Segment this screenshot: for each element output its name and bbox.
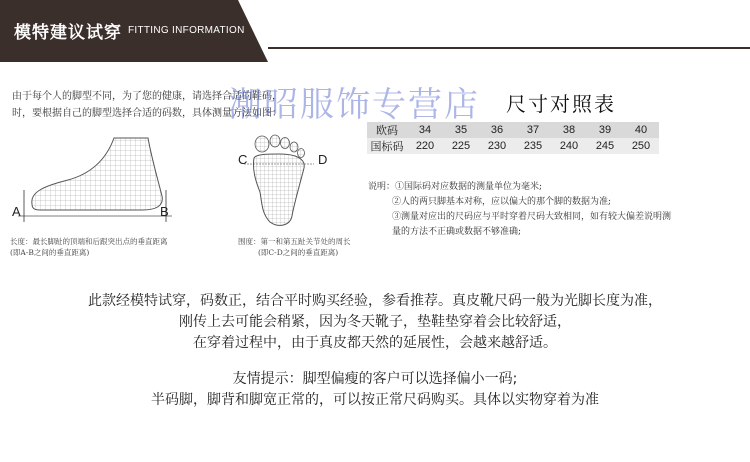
size-chart-table — [367, 122, 659, 154]
eu-size-cell: 39 — [587, 122, 623, 138]
cn-size-cell: 240 — [551, 138, 587, 154]
store-watermark: 潮昭服饰专营店 — [228, 85, 480, 125]
label-d: D — [318, 152, 328, 167]
eu-size-cell: 35 — [443, 122, 479, 138]
measurement-notes — [368, 180, 740, 240]
header-title: 模特建议试穿 — [14, 23, 122, 43]
foot-sole-view-illustration — [228, 130, 338, 230]
header-divider — [268, 47, 750, 49]
eu-size-cell: 36 — [479, 122, 515, 138]
note-line: 量的方法不正确或数据不够准确; — [392, 227, 522, 237]
cn-size-cell: 250 — [623, 138, 659, 154]
caption-line: 围度：第一和第五趾关节处的周长 — [238, 237, 351, 246]
cn-size-cell: 225 — [443, 138, 479, 154]
section-header — [0, 0, 750, 62]
eu-size-cell: 38 — [551, 122, 587, 138]
caption-girth — [238, 236, 368, 258]
caption-length — [10, 236, 220, 258]
caption-line: 长度：最长脚趾的顶端和后跟突出点的垂直距离 — [10, 237, 168, 246]
cn-size-cell: 245 — [587, 138, 623, 154]
eu-size-cell: 34 — [407, 122, 443, 138]
intro-line: 时，要根据自己的脚型选择合适的码数，具体测量方法如图： — [12, 108, 282, 119]
caption-line: (即A-B之间的垂直距离) — [10, 248, 90, 257]
header-subtitle: FITTING INFORMATION — [128, 25, 245, 36]
intro-line: 由于每个人的脚型不同，为了您的健康，请选择合适的鞋码， — [12, 91, 282, 102]
row-label-cn: 国标码 — [367, 138, 407, 154]
size-row-cn — [367, 138, 659, 154]
foot-side-view-illustration — [10, 130, 185, 230]
tip-line: 友情提示：脚型偏瘦的客户可以选择偏小一码; — [232, 371, 518, 387]
note-line: ③测量对应出的尺码应与平时穿着尺码大致相同，如有较大偏差说明测 — [392, 212, 672, 222]
note-line: ②人的两只脚基本对称，应以偏大的那个脚的数据为准; — [392, 197, 612, 207]
description-line: 此款经模特试穿，码数正，结合平时购买经验，参看推荐。真皮靴尺码一般为光脚长度为准， — [88, 293, 662, 309]
label-c: C — [238, 152, 248, 167]
label-a: A — [12, 204, 21, 219]
caption-line: (即C-D之间的垂直距离) — [258, 248, 339, 257]
eu-size-cell: 37 — [515, 122, 551, 138]
header-tab — [0, 0, 268, 62]
label-b: B — [160, 204, 169, 219]
cn-size-cell: 230 — [479, 138, 515, 154]
description-line: 刚传上去可能会稍紧，因为冬天靴子，垫鞋垫穿着会比较舒适， — [179, 314, 571, 330]
size-chart-title: 尺寸对照表 — [506, 92, 616, 116]
cn-size-cell: 235 — [515, 138, 551, 154]
eu-size-cell: 40 — [623, 122, 659, 138]
cn-size-cell: 220 — [407, 138, 443, 154]
tip-line: 半码脚，脚背和脚宽正常的，可以按正常尺码购买。具体以实物穿着为准 — [151, 392, 599, 408]
row-label-eu: 欧码 — [367, 122, 407, 138]
description-line: 在穿着过程中，由于真皮都天然的延展性，会越来越舒适。 — [193, 335, 557, 351]
note-line: 说明：①国际码对应数据的测量单位为毫米; — [368, 182, 543, 192]
